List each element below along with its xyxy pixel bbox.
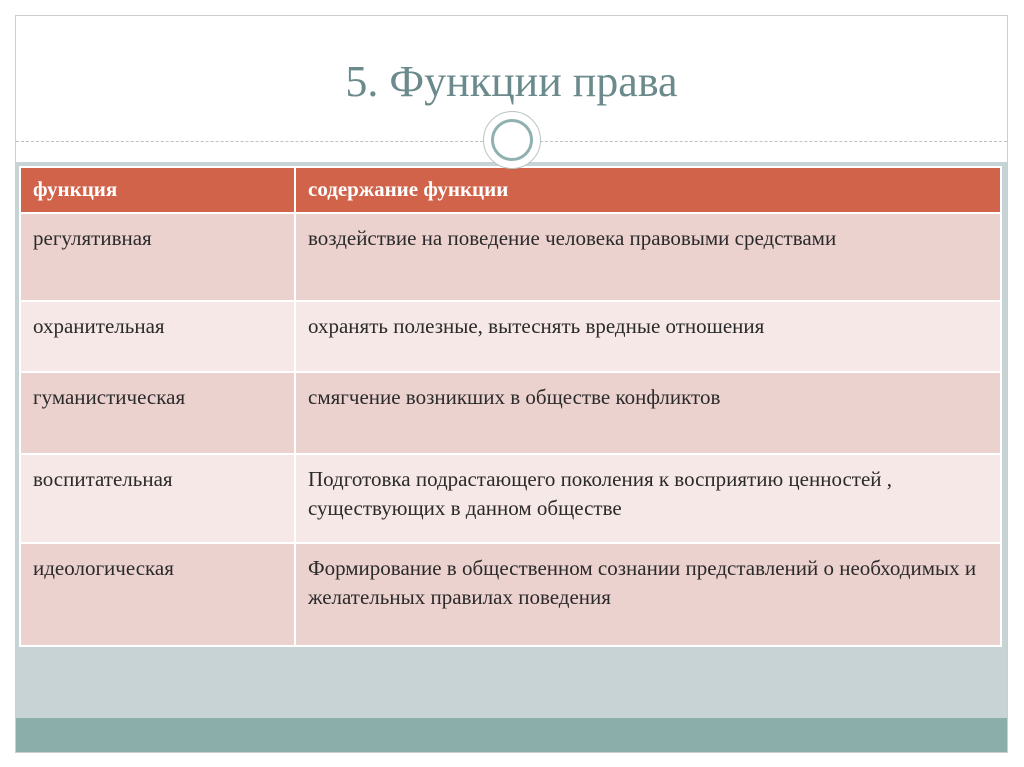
table-row <box>20 213 1001 301</box>
cell-content: смягчение возникших в обществе конфликтов <box>295 372 1001 454</box>
cell-content: охранять полезные, вытеснять вредные отношения <box>295 301 1001 372</box>
circle-ornament-inner-icon <box>491 119 533 161</box>
table-row <box>20 372 1001 454</box>
table-row <box>20 543 1001 646</box>
cell-function: гуманистическая <box>20 372 295 454</box>
table-row <box>20 454 1001 543</box>
circle-ornament-icon <box>483 111 541 169</box>
cell-function: охранительная <box>20 301 295 372</box>
cell-function: регулятивная <box>20 213 295 301</box>
header-function: функция <box>20 167 295 213</box>
footer-band <box>16 718 1007 753</box>
functions-table <box>19 166 1002 647</box>
cell-function: воспитательная <box>20 454 295 543</box>
cell-function: идеологическая <box>20 543 295 646</box>
table-row <box>20 301 1001 372</box>
cell-content: Подготовка подрастающего поколения к восприятию ценностей , существующих в данном обществе <box>295 454 1001 543</box>
slide <box>15 15 1008 753</box>
cell-content: Формирование в общественном сознании представлений о необходимых и желательных правилах поведения <box>295 543 1001 646</box>
cell-content: воздействие на поведение человека правовыми средствами <box>295 213 1001 301</box>
table-header-row <box>20 167 1001 213</box>
header-content: содержание функции <box>295 167 1001 213</box>
slide-title: 5. Функции права <box>345 57 678 106</box>
